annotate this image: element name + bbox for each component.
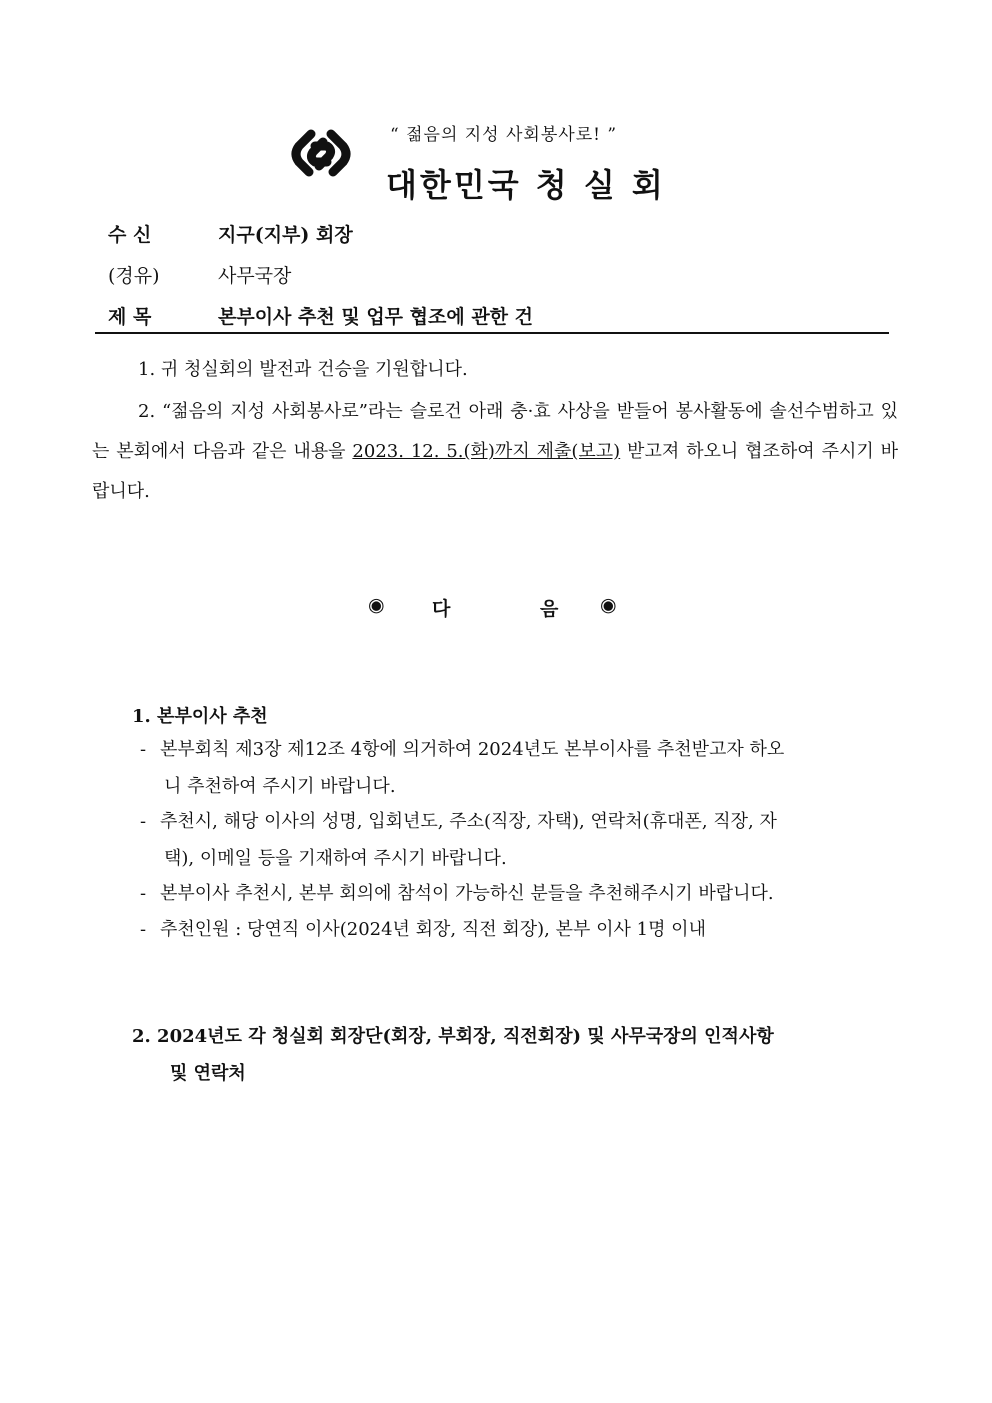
section-2-line-2: 및 연락처: [170, 1063, 246, 1084]
subject-value: 본부이사 추천 및 업무 협조에 관한 건: [218, 306, 533, 328]
list-item-text: 추천인원 : 당연직 이사(2024년 회장, 직전 회장), 본부 이사 1명 이내: [160, 919, 706, 940]
via-value: 사무국장: [218, 265, 292, 287]
list-item: [140, 803, 898, 877]
notice-word-1: 다: [432, 598, 451, 620]
bullet-dash: -: [140, 883, 147, 904]
list-item-text: 추천시, 해당 이사의 성명, 입회년도, 주소(직장, 자택), 연락처(휴대폰, 직장, 자: [160, 811, 777, 832]
bullet-dash: -: [140, 811, 147, 832]
list-item-continuation: 택), 이메일 등을 기재하여 주시기 바랍니다.: [164, 848, 507, 869]
paragraph-2-tail: 받고져 하오니 협조하여 주시기 바랍니다.: [92, 441, 898, 502]
list-item: [140, 731, 898, 805]
paragraph-2-text: 2. “젊음의 지성 사회봉사로”라는 슬로건 아래 충·효 사상을 받들어 봉사활동에 솔선수범하고 있는 본회에서 다음과 같은 내용을: [92, 401, 898, 462]
list-item-text: 본부이사 추천시, 본부 회의에 참석이 가능하신 분들을 추천해주시기 바랍니다.: [160, 883, 774, 904]
list-item-continuation: 니 추천하여 주시기 바랍니다.: [164, 776, 396, 797]
header-divider: [95, 332, 889, 334]
notice-marker-right: ◉: [600, 594, 617, 616]
list-item: [140, 875, 898, 912]
notice-word-2: 음: [540, 598, 559, 620]
org-name: 대한민국 청 실 회: [386, 166, 666, 204]
org-logo: [287, 124, 355, 184]
recipient-label: 수 신: [108, 224, 152, 246]
section-2-line-1: 2. 2024년도 각 청실회 회장단(회장, 부회장, 직전회장) 및 사무국장의 인적사항: [132, 1026, 774, 1047]
list-item-text: 본부회칙 제3장 제12조 4항에 의거하여 2024년도 본부이사를 추천받고자 하오: [160, 739, 785, 760]
section-1-title: 1. 본부이사 추천: [132, 706, 268, 727]
paragraph-2: [92, 392, 898, 512]
subject-label: 제 목: [108, 306, 152, 328]
deadline-text: 2023. 12. 5.(화)까지 제출(보고): [352, 441, 621, 462]
notice-marker-left: ◉: [368, 594, 385, 616]
via-label: (경유): [108, 265, 160, 287]
bullet-dash: -: [140, 919, 147, 940]
bullet-dash: -: [140, 739, 147, 760]
list-item: [140, 911, 898, 948]
recipient-value: 지구(지부) 회장: [218, 224, 353, 246]
paragraph-1: 1. 귀 청실회의 발전과 건승을 기원합니다.: [138, 359, 468, 380]
section-2-title: [132, 1018, 898, 1092]
slogan: “ 젊음의 지성 사회봉사로! ”: [390, 125, 618, 145]
